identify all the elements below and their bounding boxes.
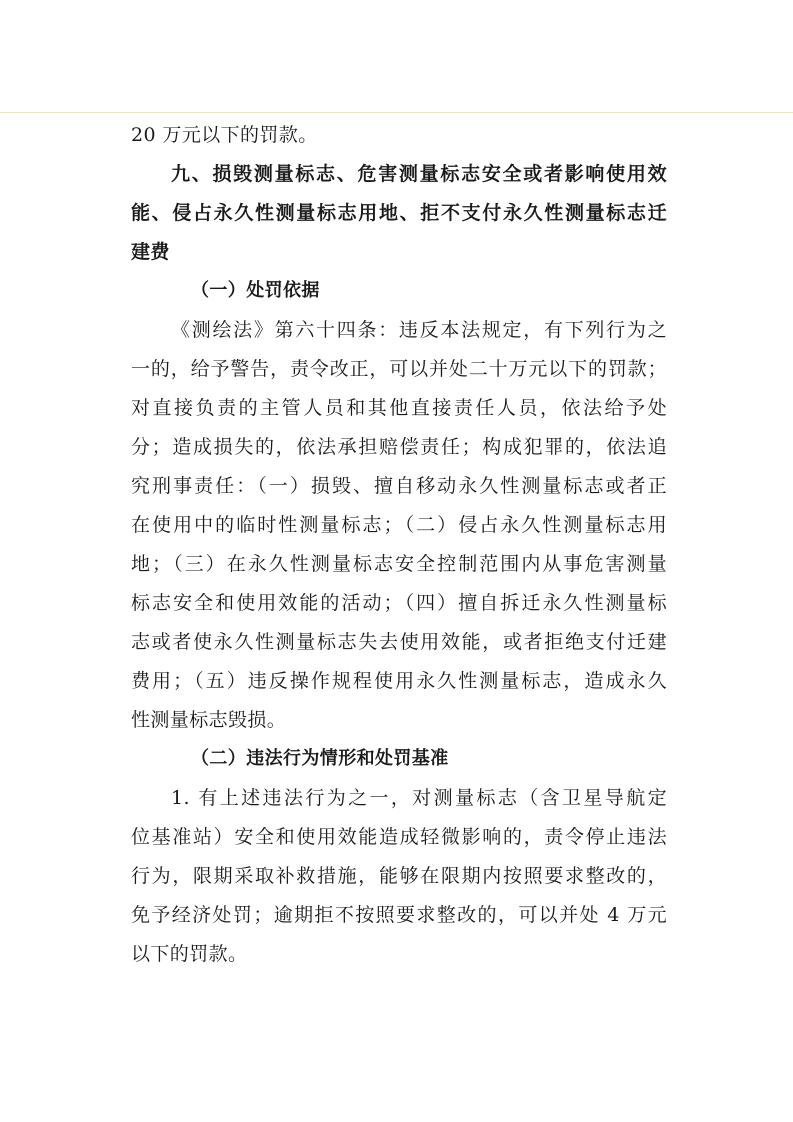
- paragraph-line: 在使用中的临时性测量标志；（二）侵占永久性测量标志用: [131, 514, 667, 536]
- paragraph-line: 一的，给予警告，责令改正，可以并处二十万元以下的罚款；: [131, 358, 667, 380]
- paragraph-line: 志或者使永久性测量标志失去使用效能，或者拒绝支付迁建: [131, 631, 667, 653]
- section-heading: 九、损毁测量标志、危害测量标志安全或者影响使用效: [171, 163, 667, 185]
- paragraph-line: 究刑事责任：（一）损毁、擅自移动永久性测量标志或者正: [131, 475, 667, 497]
- paragraph-line: 位基准站）安全和使用效能造成轻微影响的，责令停止违法: [131, 826, 667, 848]
- paragraph-line: 地；（三）在永久性测量标志安全控制范围内从事危害测量: [131, 553, 667, 575]
- subheading-basis: （一）处罚依据: [191, 280, 320, 301]
- paragraph-line: 对直接负责的主管人员和其他直接责任人员，依法给予处: [131, 397, 667, 419]
- text-line: 20 万元以下的罚款。: [131, 124, 318, 146]
- section-heading-cont: 能、侵占永久性测量标志用地、拒不支付永久性测量标志迁: [131, 202, 667, 224]
- document-body: [131, 120, 667, 978]
- top-rule: [0, 112, 793, 113]
- paragraph-line: 《测绘法》第六十四条：违反本法规定，有下列行为之: [171, 319, 667, 341]
- subheading-standards: （二）违法行为情形和处罚基准: [191, 748, 449, 769]
- paragraph-line: 1. 有上述违法行为之一，对测量标志（含卫星导航定: [171, 787, 667, 809]
- paragraph-line: 标志安全和使用效能的活动；（四）擅自拆迁永久性测量标: [131, 592, 667, 614]
- paragraph-line: 以下的罚款。: [131, 943, 248, 965]
- paragraph-line: 分；造成损失的，依法承担赔偿责任；构成犯罪的，依法追: [131, 436, 667, 458]
- section-heading-cont: 建费: [131, 241, 170, 263]
- paragraph-line: 行为，限期采取补救措施，能够在限期内按照要求整改的，: [131, 865, 667, 887]
- paragraph-line: 费用；（五）违反操作规程使用永久性测量标志，造成永久: [131, 670, 667, 692]
- paragraph-line: 免予经济处罚；逾期拒不按照要求整改的，可以并处 4 万元: [131, 904, 667, 926]
- paragraph-line: 性测量标志毁损。: [131, 709, 287, 731]
